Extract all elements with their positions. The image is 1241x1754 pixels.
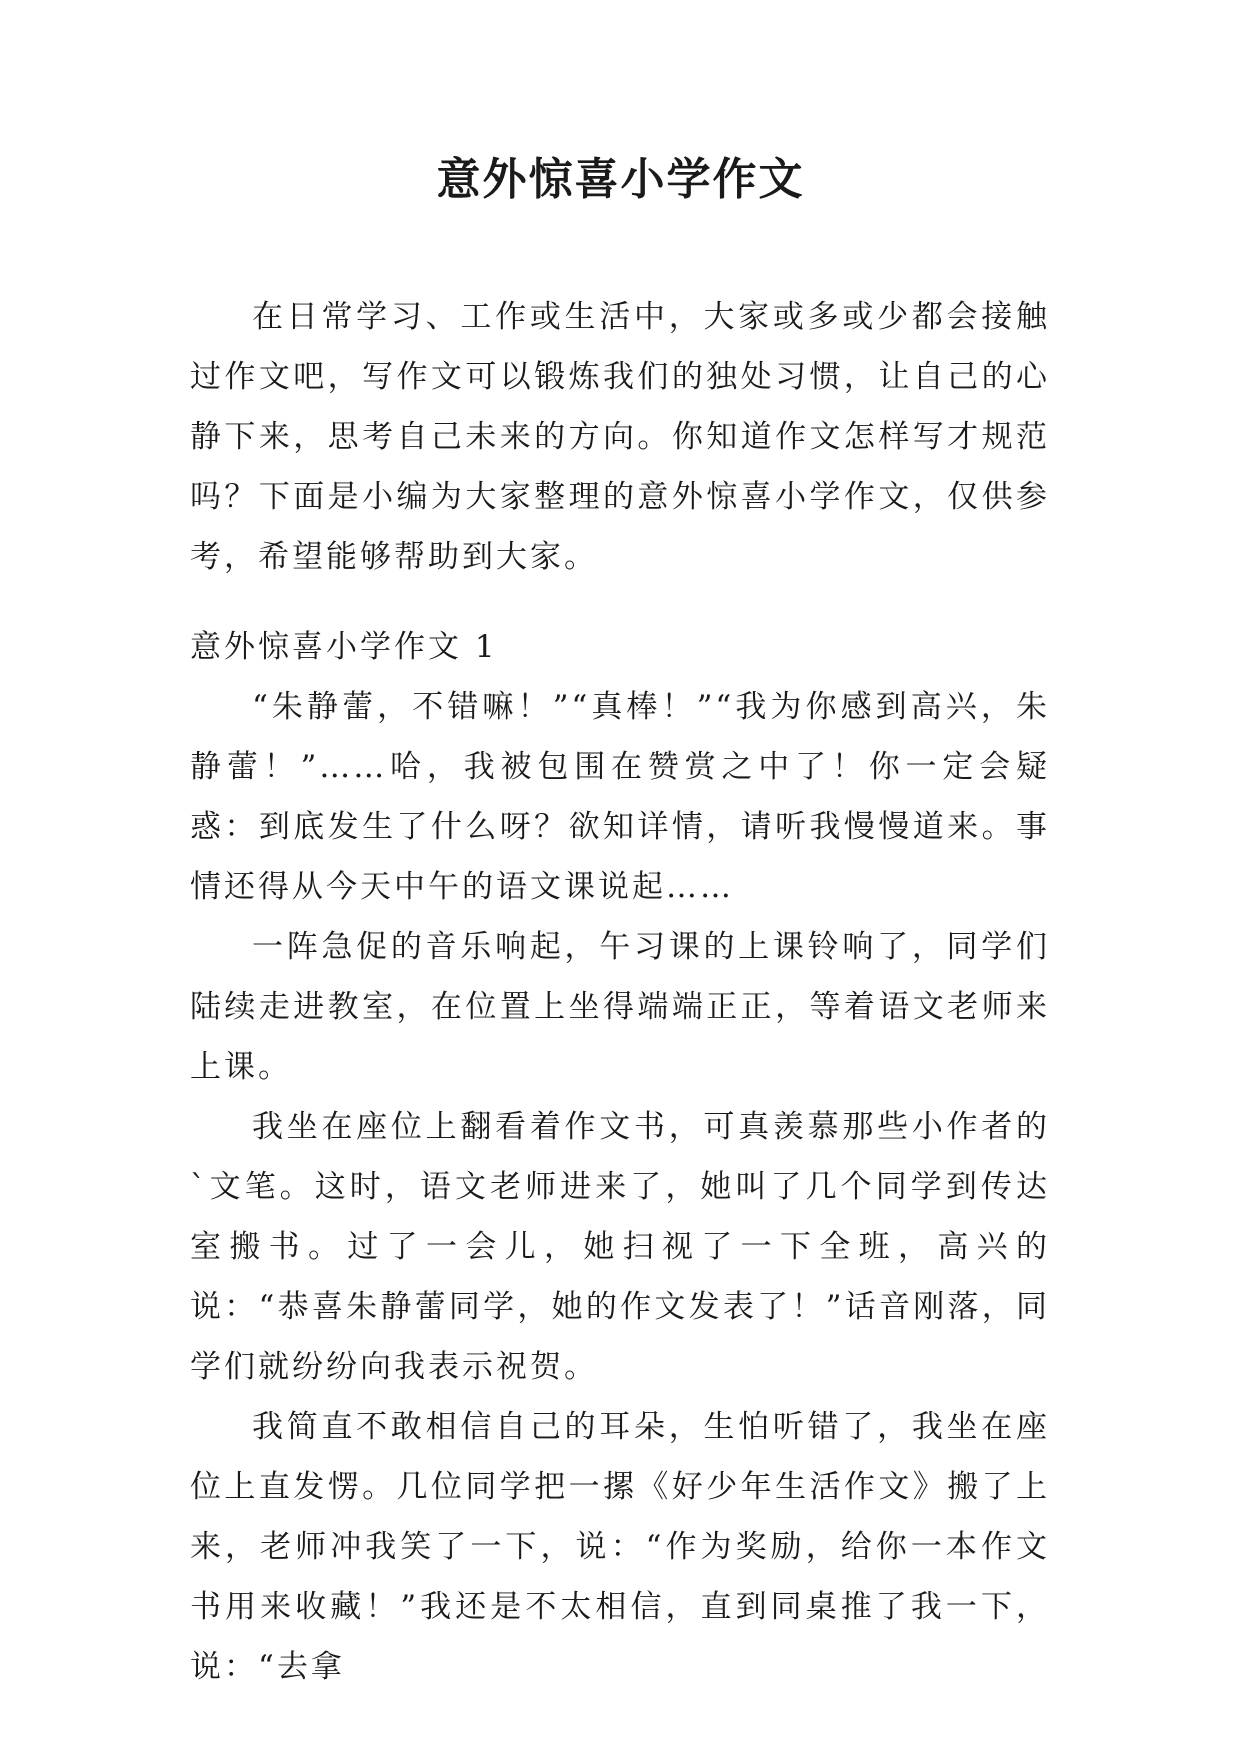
- article-section: [190, 617, 1050, 1697]
- document-title: 意外惊喜小学作文: [436, 154, 805, 205]
- paragraph: 我坐在座位上翻看着作文书，可真羡慕那些小作者的`文笔。这时，语文老师进来了，她叫了几个同学到传达室搬书。过了一会儿，她扫视了一下全班，高兴的说：“恭喜朱静蕾同学，她的作文发表了！”话音刚落，同学们就纷纷向我表示祝贺。: [190, 1109, 1050, 1385]
- intro-paragraph: 在日常学习、工作或生活中，大家或多或少都会接触过作文吧，写作文可以锻炼我们的独处习惯，让自己的心静下来，思考自己未来的方向。你知道作文怎样写才规范吗？下面是小编为大家整理的意外惊喜小学作文，仅供参考，希望能够帮助到大家。: [190, 299, 1050, 575]
- paragraph: 我简直不敢相信自己的耳朵，生怕听错了，我坐在座位上直发愣。几位同学把一摞《好少年生活作文》搬了上来，老师冲我笑了一下，说：“作为奖励，给你一本作文书用来收藏！”我还是不太相信，直到同桌推了我一下，说：“去拿: [190, 1409, 1050, 1685]
- paragraph: “朱静蕾，不错嘛！”“真棒！”“我为你感到高兴，朱静蕾！”……哈，我被包围在赞赏之中了！你一定会疑惑：到底发生了什么呀？欲知详情，请听我慢慢道来。事情还得从今天中午的语文课说起……: [190, 689, 1050, 905]
- paragraph: 一阵急促的音乐响起，午习课的上课铃响了，同学们陆续走进教室，在位置上坐得端端正正，等着语文老师来上课。: [190, 929, 1050, 1085]
- section-heading: 意外惊喜小学作文 1: [190, 629, 498, 665]
- intro-section: [190, 287, 1050, 587]
